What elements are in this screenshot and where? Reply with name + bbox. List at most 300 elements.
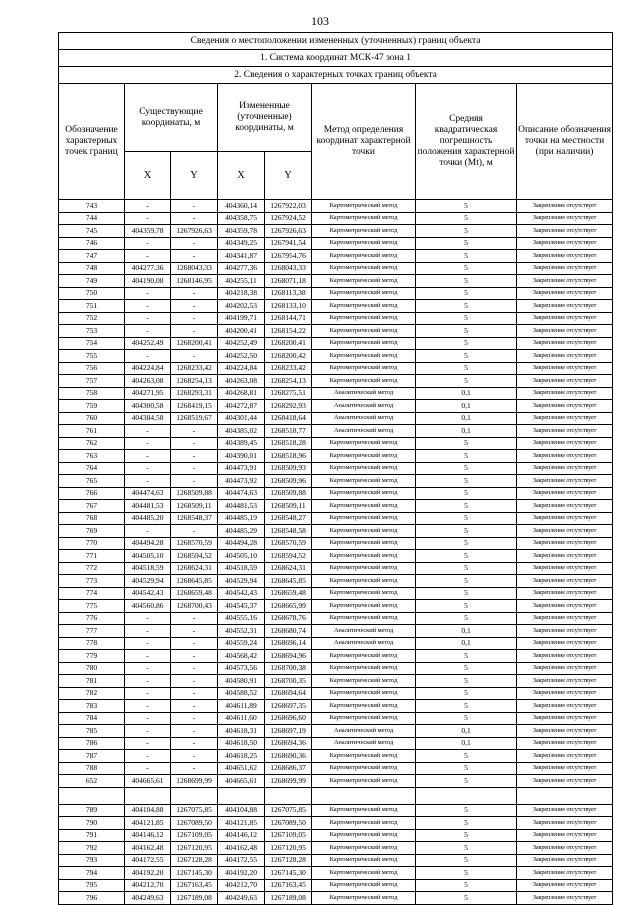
changed-y-cell: 1268690,36 <box>265 750 312 763</box>
description-cell: Закрепление отсутствует <box>517 512 613 525</box>
error-cell: 5 <box>416 662 517 675</box>
error-cell: 5 <box>416 287 517 300</box>
point-number-cell: 794 <box>59 867 125 880</box>
changed-x-cell: 404665,61 <box>218 775 265 788</box>
changed-y-cell: 1267189,08 <box>265 892 312 905</box>
table-row <box>59 675 613 688</box>
changed-x-cell: 404555,16 <box>218 612 265 625</box>
table-row <box>59 762 613 775</box>
existing-y-cell: 1268594,52 <box>171 550 218 563</box>
existing-x-cell: 404529,94 <box>125 575 171 588</box>
existing-x-cell: 404190,08 <box>125 275 171 288</box>
existing-x-cell: 404277,36 <box>125 262 171 275</box>
error-cell: 5 <box>416 867 517 880</box>
existing-y-cell: - <box>171 725 218 738</box>
changed-y-cell: 1267941,54 <box>265 237 312 250</box>
error-cell: 5 <box>416 475 517 488</box>
existing-y-cell: 1268645,85 <box>171 575 218 588</box>
changed-x-cell: 404474,63 <box>218 487 265 500</box>
method-cell: Картометрический метод <box>312 512 416 525</box>
error-cell: 5 <box>416 712 517 725</box>
existing-y-cell: - <box>171 462 218 475</box>
error-cell: 5 <box>416 350 517 363</box>
method-cell: Картометрический метод <box>312 712 416 725</box>
existing-y-cell: 1268548,37 <box>171 512 218 525</box>
existing-x-cell: 404485,20 <box>125 512 171 525</box>
table-row <box>59 237 613 250</box>
method-cell: Картометрический метод <box>312 700 416 713</box>
table-body-part1 <box>59 200 613 788</box>
changed-x-cell: 404212,70 <box>218 879 265 892</box>
point-number-cell: 652 <box>59 775 125 788</box>
table-row <box>59 512 613 525</box>
existing-x-cell: 404263,08 <box>125 375 171 388</box>
point-number-cell: 789 <box>59 804 125 817</box>
changed-x-cell: 404252,50 <box>218 350 265 363</box>
changed-y-cell: 1268518,28 <box>265 437 312 450</box>
existing-x-cell: - <box>125 650 171 663</box>
point-number-cell: 768 <box>59 512 125 525</box>
existing-y-cell: - <box>171 250 218 263</box>
description-cell: Закрепление отсутствует <box>517 300 613 313</box>
error-cell: 5 <box>416 762 517 775</box>
description-cell: Закрепление отсутствует <box>517 892 613 905</box>
table-row <box>59 637 613 650</box>
description-cell: Закрепление отсутствует <box>517 612 613 625</box>
point-number-cell: 785 <box>59 725 125 738</box>
point-number-cell: 752 <box>59 312 125 325</box>
existing-x-cell: - <box>125 312 171 325</box>
header-existing-x: X <box>125 152 171 200</box>
point-number-cell: 765 <box>59 475 125 488</box>
table-row <box>59 312 613 325</box>
point-number-cell: 781 <box>59 675 125 688</box>
existing-x-cell: 404146,12 <box>125 829 171 842</box>
point-number-cell: 754 <box>59 337 125 350</box>
method-cell: Картометрический метод <box>312 300 416 313</box>
method-cell: Картометрический метод <box>312 375 416 388</box>
error-cell: 5 <box>416 600 517 613</box>
table-row <box>59 287 613 300</box>
method-cell: Картометрический метод <box>312 262 416 275</box>
existing-y-cell: 1268293,31 <box>171 387 218 400</box>
changed-y-cell: 1267922,03 <box>265 200 312 213</box>
changed-y-cell: 1267954,76 <box>265 250 312 263</box>
changed-x-cell: 404385,02 <box>218 425 265 438</box>
method-cell: Картометрический метод <box>312 287 416 300</box>
changed-y-cell: 1268518,77 <box>265 425 312 438</box>
description-cell: Закрепление отсутствует <box>517 500 613 513</box>
description-cell: Закрепление отсутствует <box>517 212 613 225</box>
method-cell: Аналитический метод <box>312 625 416 638</box>
existing-x-cell: - <box>125 475 171 488</box>
existing-y-cell: 1268233,42 <box>171 362 218 375</box>
changed-x-cell: 404389,45 <box>218 437 265 450</box>
method-cell: Картометрический метод <box>312 575 416 588</box>
changed-y-cell: 1268509,88 <box>265 487 312 500</box>
description-cell: Закрепление отсутствует <box>517 350 613 363</box>
description-cell: Закрепление отсутствует <box>517 750 613 763</box>
existing-y-cell: - <box>171 437 218 450</box>
error-cell: 5 <box>416 212 517 225</box>
existing-y-cell: 1267089,50 <box>171 817 218 830</box>
existing-y-cell: - <box>171 425 218 438</box>
existing-x-cell: 404224,84 <box>125 362 171 375</box>
error-cell: 5 <box>416 854 517 867</box>
point-number-cell: 782 <box>59 687 125 700</box>
changed-y-cell: 1268699,99 <box>265 775 312 788</box>
point-number-cell: 757 <box>59 375 125 388</box>
error-cell: 5 <box>416 362 517 375</box>
method-cell: Картометрический метод <box>312 312 416 325</box>
changed-x-cell: 404529,94 <box>218 575 265 588</box>
point-number-cell: 795 <box>59 879 125 892</box>
description-cell: Закрепление отсутствует <box>517 575 613 588</box>
table-title: Сведения о местоположении измененных (уточненных) границ объекта <box>59 33 613 50</box>
existing-y-cell: - <box>171 700 218 713</box>
error-cell: 5 <box>416 300 517 313</box>
existing-y-cell: - <box>171 287 218 300</box>
table-row <box>59 687 613 700</box>
method-cell: Картометрический метод <box>312 750 416 763</box>
existing-y-cell: 1267189,08 <box>171 892 218 905</box>
point-number-cell: 779 <box>59 650 125 663</box>
description-cell: Закрепление отсутствует <box>517 587 613 600</box>
point-number-cell: 748 <box>59 262 125 275</box>
existing-y-cell: 1268419,15 <box>171 400 218 413</box>
existing-x-cell: - <box>125 700 171 713</box>
table-body-part2 <box>59 804 613 904</box>
error-cell: 5 <box>416 225 517 238</box>
existing-y-cell: - <box>171 200 218 213</box>
existing-y-cell: - <box>171 650 218 663</box>
error-cell: 5 <box>416 325 517 338</box>
error-cell: 5 <box>416 200 517 213</box>
method-cell: Картометрический метод <box>312 687 416 700</box>
description-cell: Закрепление отсутствует <box>517 400 613 413</box>
description-cell: Закрепление отсутствует <box>517 337 613 350</box>
table-row <box>59 387 613 400</box>
changed-y-cell: 1268509,93 <box>265 462 312 475</box>
table-row <box>59 879 613 892</box>
changed-y-cell: 1267145,30 <box>265 867 312 880</box>
existing-x-cell: - <box>125 237 171 250</box>
changed-y-cell: 1268548,27 <box>265 512 312 525</box>
existing-x-cell: - <box>125 200 171 213</box>
method-cell: Аналитический метод <box>312 412 416 425</box>
changed-x-cell: 404249,63 <box>218 892 265 905</box>
existing-x-cell: 404560,86 <box>125 600 171 613</box>
table-row <box>59 854 613 867</box>
existing-y-cell: - <box>171 212 218 225</box>
changed-x-cell: 404618,50 <box>218 737 265 750</box>
method-cell: Картометрический метод <box>312 562 416 575</box>
changed-y-cell: 1267924,52 <box>265 212 312 225</box>
table-row <box>59 737 613 750</box>
point-number-cell: 776 <box>59 612 125 625</box>
method-cell: Картометрический метод <box>312 212 416 225</box>
point-number-cell: 763 <box>59 450 125 463</box>
error-cell: 5 <box>416 512 517 525</box>
points-section-title: 2. Сведения о характерных точках границ объекта <box>59 67 613 84</box>
description-cell: Закрепление отсутствует <box>517 879 613 892</box>
point-number-cell: 796 <box>59 892 125 905</box>
changed-x-cell: 404473,91 <box>218 462 265 475</box>
error-cell: 5 <box>416 879 517 892</box>
method-cell: Картометрический метод <box>312 200 416 213</box>
error-cell: 5 <box>416 829 517 842</box>
table-row <box>59 450 613 463</box>
changed-y-cell: 1268700,38 <box>265 662 312 675</box>
error-cell: 0,1 <box>416 625 517 638</box>
point-number-cell: 770 <box>59 537 125 550</box>
method-cell: Картометрический метод <box>312 237 416 250</box>
table-row <box>59 829 613 842</box>
changed-y-cell: 1268680,74 <box>265 625 312 638</box>
table-row <box>59 892 613 905</box>
changed-x-cell: 404580,91 <box>218 675 265 688</box>
description-cell: Закрепление отсутствует <box>517 275 613 288</box>
description-cell: Закрепление отсутствует <box>517 537 613 550</box>
error-cell: 5 <box>416 375 517 388</box>
changed-y-cell: 1268694,36 <box>265 737 312 750</box>
changed-x-cell: 404485,19 <box>218 512 265 525</box>
header-existing-y: Y <box>171 152 218 200</box>
method-cell: Картометрический метод <box>312 525 416 538</box>
changed-y-cell: 1268696,14 <box>265 637 312 650</box>
table-row <box>59 525 613 538</box>
changed-y-cell: 1268200,41 <box>265 337 312 350</box>
method-cell: Картометрический метод <box>312 867 416 880</box>
changed-x-cell: 404146,12 <box>218 829 265 842</box>
table-row <box>59 462 613 475</box>
table-row <box>59 817 613 830</box>
table-row <box>59 842 613 855</box>
point-number-cell: 790 <box>59 817 125 830</box>
method-cell: Аналитический метод <box>312 737 416 750</box>
changed-y-cell: 1268696,60 <box>265 712 312 725</box>
existing-y-cell: - <box>171 612 218 625</box>
point-number-cell: 759 <box>59 400 125 413</box>
description-cell: Закрепление отсутствует <box>517 637 613 650</box>
changed-y-cell: 1268645,85 <box>265 575 312 588</box>
table-row <box>59 250 613 263</box>
point-number-cell: 778 <box>59 637 125 650</box>
point-number-cell: 775 <box>59 600 125 613</box>
changed-x-cell: 404618,31 <box>218 725 265 738</box>
changed-y-cell: 1268233,42 <box>265 362 312 375</box>
table-row <box>59 700 613 713</box>
table-row <box>59 612 613 625</box>
description-cell: Закрепление отсутствует <box>517 650 613 663</box>
existing-x-cell: 404162,48 <box>125 842 171 855</box>
point-number-cell: 751 <box>59 300 125 313</box>
existing-x-cell: - <box>125 525 171 538</box>
existing-x-cell: - <box>125 637 171 650</box>
description-cell: Закрепление отсутствует <box>517 262 613 275</box>
method-cell: Картометрический метод <box>312 600 416 613</box>
table-row <box>59 867 613 880</box>
error-cell: 0,1 <box>416 725 517 738</box>
existing-y-cell: 1268659,48 <box>171 587 218 600</box>
changed-x-cell: 404505,10 <box>218 550 265 563</box>
changed-y-cell: 1268659,48 <box>265 587 312 600</box>
table-row <box>59 712 613 725</box>
existing-x-cell: - <box>125 662 171 675</box>
method-cell: Аналитический метод <box>312 400 416 413</box>
error-cell: 5 <box>416 450 517 463</box>
changed-x-cell: 404121,85 <box>218 817 265 830</box>
changed-x-cell: 404573,56 <box>218 662 265 675</box>
existing-x-cell: 404384,58 <box>125 412 171 425</box>
existing-y-cell: 1267128,28 <box>171 854 218 867</box>
method-cell: Картометрический метод <box>312 612 416 625</box>
existing-y-cell: - <box>171 687 218 700</box>
table-row <box>59 804 613 817</box>
changed-y-cell: 1268697,19 <box>265 725 312 738</box>
description-cell: Закрепление отсутствует <box>517 804 613 817</box>
changed-y-cell: 1267075,85 <box>265 804 312 817</box>
description-cell: Закрепление отсутствует <box>517 225 613 238</box>
changed-x-cell: 404588,52 <box>218 687 265 700</box>
changed-x-cell: 404341,87 <box>218 250 265 263</box>
changed-y-cell: 1268518,96 <box>265 450 312 463</box>
table-row <box>59 625 613 638</box>
changed-x-cell: 404202,53 <box>218 300 265 313</box>
error-cell: 5 <box>416 587 517 600</box>
table-row <box>59 650 613 663</box>
changed-y-cell: 1268509,96 <box>265 475 312 488</box>
table-row <box>59 362 613 375</box>
changed-y-cell: 1268624,31 <box>265 562 312 575</box>
changed-y-cell: 1268665,99 <box>265 600 312 613</box>
existing-y-cell: 1267926,63 <box>171 225 218 238</box>
error-cell: 5 <box>416 275 517 288</box>
point-number-cell: 784 <box>59 712 125 725</box>
description-cell: Закрепление отсутствует <box>517 250 613 263</box>
description-cell: Закрепление отсутствует <box>517 737 613 750</box>
existing-y-cell: - <box>171 625 218 638</box>
point-number-cell: 774 <box>59 587 125 600</box>
changed-y-cell: 1268700,35 <box>265 675 312 688</box>
method-cell: Картометрический метод <box>312 250 416 263</box>
description-cell: Закрепление отсутствует <box>517 475 613 488</box>
description-cell: Закрепление отсутствует <box>517 287 613 300</box>
point-number-cell: 758 <box>59 387 125 400</box>
existing-x-cell: - <box>125 612 171 625</box>
changed-y-cell: 1268043,33 <box>265 262 312 275</box>
point-number-cell: 780 <box>59 662 125 675</box>
point-number-cell: 753 <box>59 325 125 338</box>
description-cell: Закрепление отсутствует <box>517 550 613 563</box>
error-cell: 5 <box>416 312 517 325</box>
table-row <box>59 775 613 788</box>
changed-y-cell: 1268275,51 <box>265 387 312 400</box>
point-number-cell: 764 <box>59 462 125 475</box>
empty-row <box>59 787 613 804</box>
error-cell: 5 <box>416 612 517 625</box>
changed-x-cell: 404552,31 <box>218 625 265 638</box>
description-cell: Закрепление отсутствует <box>517 412 613 425</box>
point-number-cell: 750 <box>59 287 125 300</box>
table-row <box>59 587 613 600</box>
method-cell: Картометрический метод <box>312 350 416 363</box>
description-cell: Закрепление отсутствует <box>517 867 613 880</box>
error-cell: 5 <box>416 550 517 563</box>
existing-x-cell: 404271,95 <box>125 387 171 400</box>
changed-y-cell: 1268113,38 <box>265 287 312 300</box>
changed-x-cell: 404104,88 <box>218 804 265 817</box>
table-row <box>59 212 613 225</box>
existing-x-cell: 404192,20 <box>125 867 171 880</box>
description-cell: Закрепление отсутствует <box>517 842 613 855</box>
existing-x-cell: 404252,49 <box>125 337 171 350</box>
existing-y-cell: - <box>171 475 218 488</box>
changed-y-cell: 1268144,71 <box>265 312 312 325</box>
description-cell: Закрепление отсутствует <box>517 525 613 538</box>
existing-x-cell: 404494,28 <box>125 537 171 550</box>
description-cell: Закрепление отсутствует <box>517 687 613 700</box>
error-cell: 0,1 <box>416 387 517 400</box>
method-cell: Картометрический метод <box>312 804 416 817</box>
error-cell: 5 <box>416 842 517 855</box>
existing-x-cell: 404212,70 <box>125 879 171 892</box>
changed-y-cell: 1267089,50 <box>265 817 312 830</box>
method-cell: Картометрический метод <box>312 225 416 238</box>
description-cell: Закрепление отсутствует <box>517 675 613 688</box>
changed-y-cell: 1268509,11 <box>265 500 312 513</box>
table-row <box>59 487 613 500</box>
error-cell: 5 <box>416 262 517 275</box>
existing-y-cell: - <box>171 750 218 763</box>
method-cell: Картометрический метод <box>312 842 416 855</box>
point-number-cell: 773 <box>59 575 125 588</box>
description-cell: Закрепление отсутствует <box>517 437 613 450</box>
point-number-cell: 756 <box>59 362 125 375</box>
point-number-cell: 793 <box>59 854 125 867</box>
error-cell: 5 <box>416 687 517 700</box>
changed-x-cell: 404618,25 <box>218 750 265 763</box>
error-cell: 5 <box>416 817 517 830</box>
existing-y-cell: - <box>171 450 218 463</box>
changed-y-cell: 1267128,28 <box>265 854 312 867</box>
description-cell: Закрепление отсутствует <box>517 362 613 375</box>
header-method: Метод определения координат характерной точки <box>312 84 416 200</box>
existing-x-cell: - <box>125 462 171 475</box>
changed-y-cell: 1268292,93 <box>265 400 312 413</box>
changed-x-cell: 404473,92 <box>218 475 265 488</box>
description-cell: Закрепление отсутствует <box>517 829 613 842</box>
changed-y-cell: 1268154,22 <box>265 325 312 338</box>
existing-x-cell: 404172,55 <box>125 854 171 867</box>
method-cell: Картометрический метод <box>312 487 416 500</box>
description-cell: Закрепление отсутствует <box>517 775 613 788</box>
method-cell: Картометрический метод <box>312 817 416 830</box>
error-cell: 5 <box>416 537 517 550</box>
table-row <box>59 350 613 363</box>
changed-x-cell: 404359,78 <box>218 225 265 238</box>
description-cell: Закрепление отсутствует <box>517 712 613 725</box>
changed-x-cell: 404545,37 <box>218 600 265 613</box>
description-cell: Закрепление отсутствует <box>517 600 613 613</box>
existing-y-cell: - <box>171 675 218 688</box>
changed-x-cell: 404200,41 <box>218 325 265 338</box>
header-changed: Измененные (уточненные) координаты, м <box>218 84 312 152</box>
changed-y-cell: 1268071,18 <box>265 275 312 288</box>
table-row <box>59 337 613 350</box>
method-cell: Картометрический метод <box>312 892 416 905</box>
header-changed-x: X <box>218 152 265 200</box>
